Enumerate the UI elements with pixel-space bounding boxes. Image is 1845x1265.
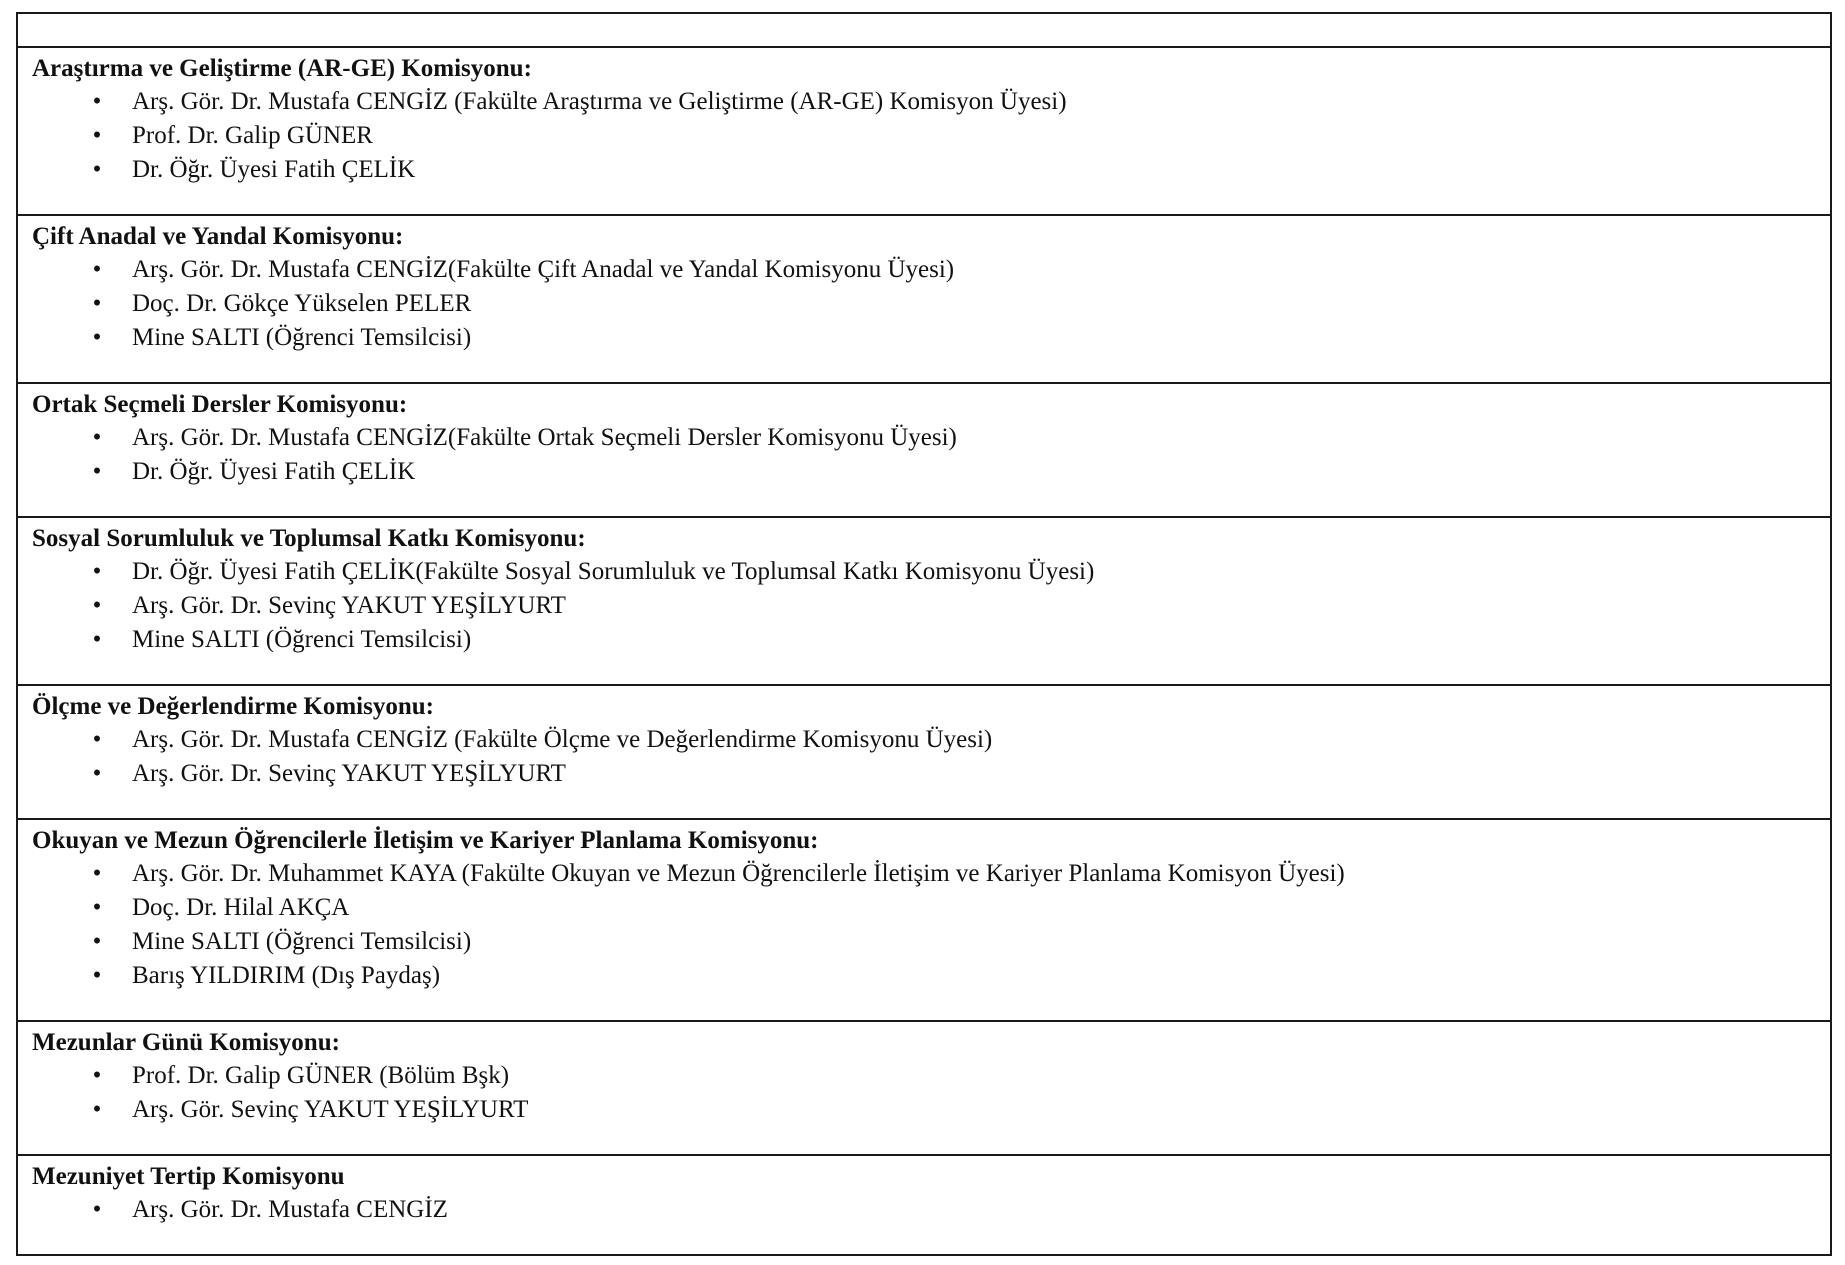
list-item [32, 1093, 1816, 1127]
member-name: Doç. Dr. Hilal AKÇA [132, 894, 350, 921]
member-list [32, 253, 1816, 355]
section-olcme-degerlendirme [18, 684, 1830, 818]
bullet-icon: • [92, 928, 102, 955]
member-name: Prof. Dr. Galip GÜNER [132, 122, 373, 149]
list-item [32, 287, 1816, 321]
list-item [32, 85, 1816, 119]
list-item [32, 421, 1816, 455]
section-title: Sosyal Sorumluluk ve Toplumsal Katkı Komisyonu: [32, 525, 586, 552]
member-name: Mine SALTI (Öğrenci Temsilcisi) [132, 324, 472, 351]
list-item [32, 723, 1816, 757]
list-item [32, 1193, 1816, 1227]
list-item [32, 153, 1816, 187]
member-list [32, 723, 1816, 791]
bullet-icon: • [92, 894, 102, 921]
bullet-icon: • [92, 256, 102, 283]
member-name: Arş. Gör. Dr. Mustafa CENGİZ [132, 1196, 448, 1223]
section-cift-anadal [18, 214, 1830, 382]
member-name: Arş. Gör. Dr. Mustafa CENGİZ (Fakülte Ölçme ve Değerlendirme Komisyonu Üyesi) [132, 726, 993, 753]
section-title: Okuyan ve Mezun Öğrencilerle İletişim ve Kariyer Planlama Komisyonu: [32, 827, 819, 854]
section-title: Çift Anadal ve Yandal Komisyonu: [32, 223, 404, 250]
section-title: Mezunlar Günü Komisyonu: [32, 1029, 340, 1056]
table-header-empty-row [18, 14, 1830, 46]
section-mezunlar-gunu [18, 1020, 1830, 1154]
bullet-icon: • [92, 424, 102, 451]
member-list [32, 1193, 1816, 1227]
section-kariyer-planlama [18, 818, 1830, 1020]
member-list [32, 1059, 1816, 1127]
bullet-icon: • [92, 122, 102, 149]
bullet-icon: • [92, 88, 102, 115]
bullet-icon: • [92, 626, 102, 653]
list-item [32, 757, 1816, 791]
list-item [32, 119, 1816, 153]
committee-table [16, 12, 1832, 1256]
bullet-icon: • [92, 1096, 102, 1123]
bullet-icon: • [92, 458, 102, 485]
section-mezuniyet-tertip [18, 1154, 1830, 1254]
member-list [32, 421, 1816, 489]
member-name: Barış YILDIRIM (Dış Paydaş) [132, 962, 441, 989]
bullet-icon: • [92, 1062, 102, 1089]
list-item [32, 925, 1816, 959]
list-item [32, 455, 1816, 489]
member-name: Arş. Gör. Dr. Mustafa CENGİZ(Fakülte Ortak Seçmeli Dersler Komisyonu Üyesi) [132, 424, 957, 451]
list-item [32, 589, 1816, 623]
section-title: Mezuniyet Tertip Komisyonu [32, 1163, 345, 1190]
list-item [32, 1059, 1816, 1093]
section-ortak-secmeli [18, 382, 1830, 516]
bullet-icon: • [92, 860, 102, 887]
section-ar-ge [18, 46, 1830, 214]
member-name: Doç. Dr. Gökçe Yükselen PELER [132, 290, 472, 317]
member-name: Arş. Gör. Dr. Muhammet KAYA (Fakülte Okuyan ve Mezun Öğrencilerle İletişim ve Kariyer Planlama Komisyon Üyesi) [132, 860, 1345, 887]
bullet-icon: • [92, 558, 102, 585]
member-name: Arş. Gör. Dr. Sevinç YAKUT YEŞİLYURT [132, 592, 566, 619]
bullet-icon: • [92, 156, 102, 183]
section-title: Araştırma ve Geliştirme (AR-GE) Komisyonu: [32, 55, 532, 82]
bullet-icon: • [92, 1196, 102, 1223]
member-list [32, 85, 1816, 187]
member-name: Mine SALTI (Öğrenci Temsilcisi) [132, 626, 472, 653]
member-list [32, 857, 1816, 993]
member-name: Dr. Öğr. Üyesi Fatih ÇELİK [132, 458, 416, 485]
list-item [32, 555, 1816, 589]
member-name: Arş. Gör. Sevinç YAKUT YEŞİLYURT [132, 1096, 529, 1123]
list-item [32, 321, 1816, 355]
section-title: Ölçme ve Değerlendirme Komisyonu: [32, 693, 434, 720]
section-title: Ortak Seçmeli Dersler Komisyonu: [32, 391, 408, 418]
member-name: Mine SALTI (Öğrenci Temsilcisi) [132, 928, 472, 955]
list-item [32, 623, 1816, 657]
member-name: Dr. Öğr. Üyesi Fatih ÇELİK [132, 156, 416, 183]
list-item [32, 857, 1816, 891]
bullet-icon: • [92, 760, 102, 787]
list-item [32, 959, 1816, 993]
list-item [32, 253, 1816, 287]
member-name: Arş. Gör. Dr. Mustafa CENGİZ(Fakülte Çift Anadal ve Yandal Komisyonu Üyesi) [132, 256, 955, 283]
list-item [32, 891, 1816, 925]
section-sosyal-sorumluluk [18, 516, 1830, 684]
member-name: Dr. Öğr. Üyesi Fatih ÇELİK(Fakülte Sosyal Sorumluluk ve Toplumsal Katkı Komisyonu Üyesi) [132, 558, 1095, 585]
bullet-icon: • [92, 962, 102, 989]
member-name: Arş. Gör. Dr. Sevinç YAKUT YEŞİLYURT [132, 760, 566, 787]
bullet-icon: • [92, 324, 102, 351]
member-list [32, 555, 1816, 657]
bullet-icon: • [92, 290, 102, 317]
member-name: Prof. Dr. Galip GÜNER (Bölüm Bşk) [132, 1062, 510, 1089]
member-name: Arş. Gör. Dr. Mustafa CENGİZ (Fakülte Araştırma ve Geliştirme (AR-GE) Komisyon Üyesi) [132, 88, 1067, 115]
bullet-icon: • [92, 726, 102, 753]
bullet-icon: • [92, 592, 102, 619]
